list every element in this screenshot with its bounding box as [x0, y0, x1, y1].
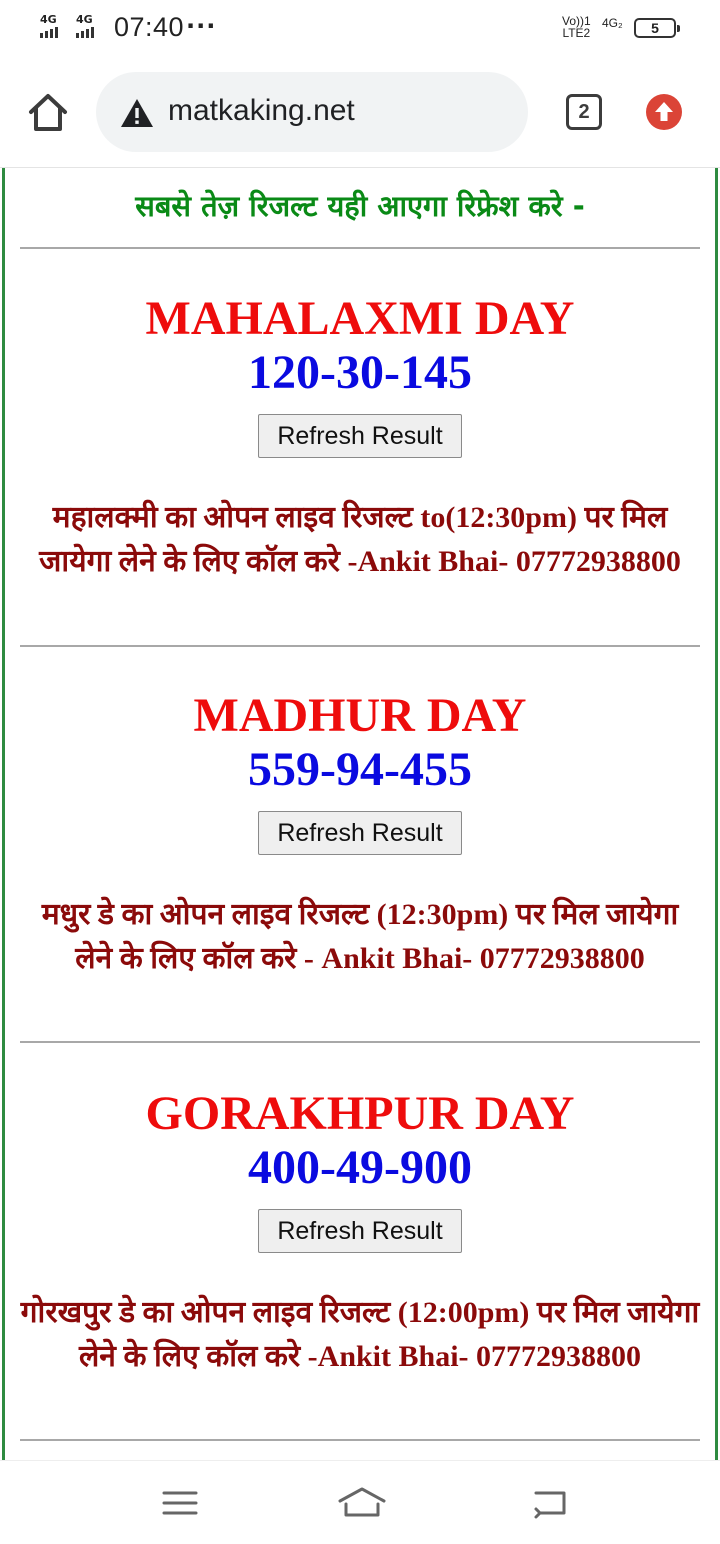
- refresh-banner: सबसे तेज़ रिजल्ट यही आएगा रिफ्रेश करे -: [135, 189, 585, 223]
- data-network-icon: 4G₂: [602, 16, 623, 30]
- divider: [20, 645, 700, 647]
- battery-icon: 5: [634, 18, 676, 38]
- home-icon[interactable]: [338, 1483, 382, 1523]
- home-icon[interactable]: [26, 90, 70, 134]
- clock: 07:40: [114, 12, 185, 42]
- menu-icon[interactable]: [158, 1483, 202, 1523]
- status-bar: [0, 0, 720, 56]
- url-bar[interactable]: [96, 72, 528, 152]
- market-card-mahalaxmi: [0, 292, 720, 584]
- refresh-result-button[interactable]: Refresh Result: [258, 1209, 462, 1253]
- more-notifications-icon: ···: [186, 12, 217, 40]
- volte-indicator: Vo))1 LTE2: [562, 14, 591, 40]
- sim2-signal-icon: 4G: [76, 14, 94, 38]
- market-name: MADHUR DAY: [193, 689, 527, 742]
- back-icon[interactable]: [528, 1483, 572, 1523]
- url-text[interactable]: matkaking.net: [168, 94, 355, 127]
- browser-toolbar: [0, 56, 720, 168]
- market-result: 120-30-145: [248, 346, 472, 399]
- sim1-signal-icon: 4G: [40, 14, 58, 38]
- update-arrow-icon[interactable]: [646, 94, 682, 130]
- market-result: 559-94-455: [248, 743, 472, 796]
- divider: [20, 247, 700, 249]
- market-card-gorakhpur: [0, 1087, 720, 1379]
- refresh-result-button[interactable]: Refresh Result: [258, 414, 462, 458]
- market-name: MAHALAXMI DAY: [145, 292, 575, 345]
- market-info: गोरखपुर डे का ओपन लाइव रिजल्ट (12:00pm) पर मिल जायेगा लेने के लिए कॉल करे -Ankit Bhai- 07772938800: [20, 1296, 700, 1373]
- market-info: मधुर डे का ओपन लाइव रिजल्ट (12:30pm) पर मिल जायेगा लेने के लिए कॉल करे - Ankit Bhai- 07772938800: [41, 898, 679, 975]
- refresh-result-button[interactable]: Refresh Result: [258, 811, 462, 855]
- divider: [20, 1041, 700, 1043]
- system-nav-bar: [0, 1460, 720, 1544]
- market-name: GORAKHPUR DAY: [145, 1087, 575, 1140]
- divider: [20, 1439, 700, 1441]
- tab-switcher-icon[interactable]: 2: [566, 94, 602, 130]
- market-result: 400-49-900: [248, 1141, 472, 1194]
- market-card-madhur: [0, 689, 720, 981]
- market-info: महालक्मी का ओपन लाइव रिजल्ट to(12:30pm) पर मिल जायेगा लेने के लिए कॉल करे -Ankit Bhai- 07772938800: [39, 501, 681, 578]
- warning-icon[interactable]: [120, 98, 154, 128]
- page-content: [0, 168, 720, 1460]
